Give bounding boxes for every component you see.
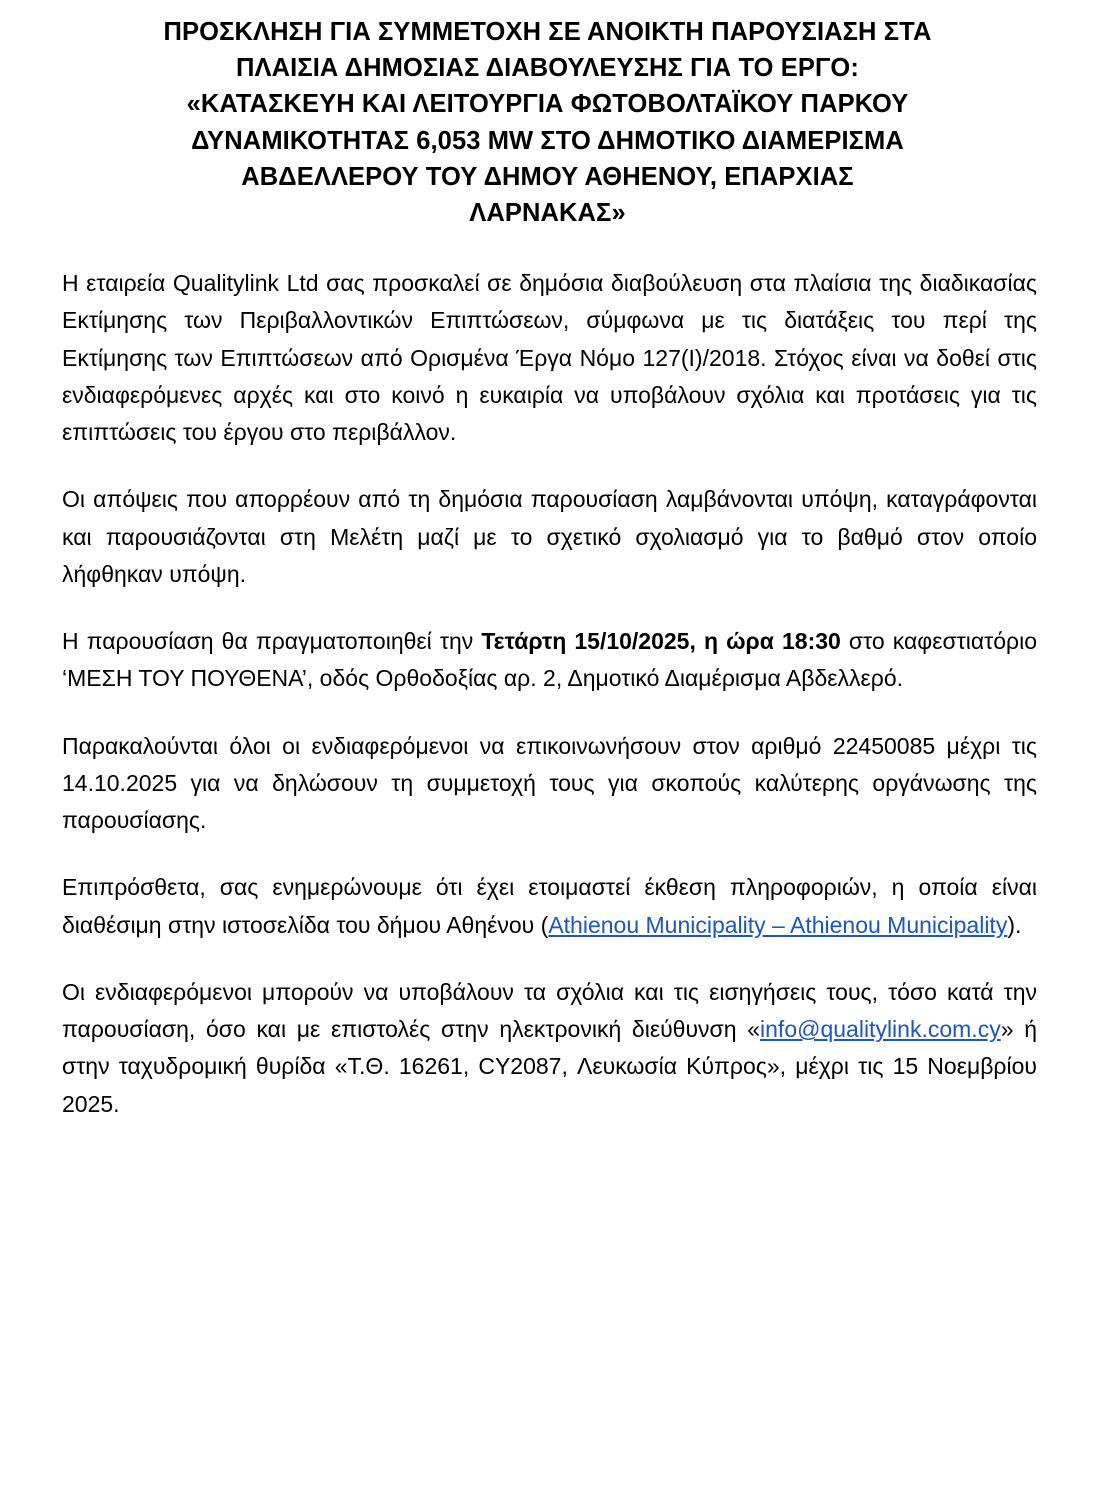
paragraph-opinions: Οι απόψεις που απορρέουν από τη δημόσια παρουσίαση λαμβάνονται υπόψη, καταγράφονται και παρουσιάζονται στη Μελέτη μαζί με το σχετικό σχολιασμό για το βαθμό στον οποίο λήφθηκαν υπόψη.: [62, 486, 1037, 587]
info-text-after: ).: [1007, 911, 1022, 938]
paragraph-rsvp: Παρακαλούνται όλοι οι ενδιαφερόμενοι να επικοινωνήσουν στον αριθμό 22450085 μέχρι τις 14.10.2025 για να δηλώσουν τη συμμετοχή τους για σκοπούς καλύτερης οργάνωσης της παρουσίασης.: [62, 732, 1037, 834]
submissions-text-after: » ή στην ταχυδρομική θυρίδα «Τ.Θ. 16261, CY2087, Λευκωσία Κύπρος», μέχρι τις 15 Νοεμβρίου 2025.: [62, 1016, 1037, 1117]
submissions-text-before: Οι ενδιαφερόμενοι μπορούν να υποβάλουν τα σχόλια και τις εισηγήσεις τους, τόσο κατά την παρουσίαση, όσο και με επιστολές στην ηλεκτρονική διεύθυνση «: [62, 978, 1037, 1043]
info-text-before: Επιπρόσθετα, σας ενημερώνουμε ότι έχει ετοιμαστεί έκθεση πληροφοριών, η οποία είναι διαθέσιμη στην ιστοσελίδα του δήμου Αθηένου (: [62, 874, 1037, 938]
title-line-3: «ΚΑΤΑΣΚΕΥΗ ΚΑΙ ΛΕΙΤΟΥΡΓΙΑ ΦΩΤΟΒΟΛΤΑΪΚΟΥ ΠΑΡΚΟΥ: [186, 90, 909, 119]
event-datetime: Τετάρτη 15/10/2025, η ώρα 18:30: [481, 628, 841, 655]
title-line-6: ΛΑΡΝΑΚΑΣ»: [469, 199, 626, 228]
title-line-2: ΠΛΑΙΣΙΑ ΔΗΜΟΣΙΑΣ ΔΙΑΒΟΥΛΕΥΣΗΣ ΓΙΑ ΤΟ ΕΡΓΟ:: [236, 54, 859, 83]
title-line-5: ΑΒΔΕΛΛΕΡΟΥ ΤΟΥ ΔΗΜΟΥ ΑΘΗΕΝΟΥ, ΕΠΑΡΧΙΑΣ: [241, 162, 854, 191]
paragraph-event-details: [50, 623, 1045, 698]
document-body: [50, 265, 1045, 1123]
title-line-4: ΔΥΝΑΜΙΚΟΤΗΤΑΣ 6,053 MW ΣΤΟ ΔΗΜΟΤΙΚΟ ΔΙΑΜΕΡΙΣΜΑ: [191, 126, 904, 155]
event-text-after: στο καφεστιατόριο ‘ΜΕΣΗ ΤΟΥ ΠΟΥΘΕΝΑ’, οδός Ορθοδοξίας αρ. 2, Δημοτικό Διαμέρισμα Αβδελλερό.: [62, 628, 1037, 692]
page-title: [90, 14, 1005, 231]
paragraph-info-report: [50, 869, 1045, 944]
title-line-1: ΠΡΟΣΚΛΗΣΗ ΓΙΑ ΣΥΜΜΕΤΟΧΗ ΣΕ ΑΝΟΙΚΤΗ ΠΑΡΟΥΣΙΑΣΗ ΣΤΑ: [163, 18, 932, 46]
event-text-before: Η παρουσίαση θα πραγματοποιηθεί την: [62, 628, 482, 655]
paragraph-submissions: [50, 974, 1045, 1123]
paragraph-intro: Η εταιρεία Qualitylink Ltd σας προσκαλεί σε δημόσια διαβούλευση στα πλαίσια της διαδικασίας Εκτίμησης των Περιβαλλοντικών Επιπτώσεων, σύμφωνα με τις διατάξεις του περί της Εκτίμησης των Επιπτώσεων από Ορισμένα Έργα Νόμο 127(Ι)/2018. Στόχος είναι να δοθεί στις ενδιαφερόμενες αρχές και στο κοινό η ευκαιρία να υποβάλουν σχόλια και προτάσεις για τις επιπτώσεις του έργου στο περιβάλλον.: [62, 270, 1037, 446]
athienou-municipality-link[interactable]: Athienou Municipality – Athienou Municipality: [548, 911, 1008, 938]
email-link[interactable]: info@qualitylink.com.cy: [760, 1016, 1001, 1043]
